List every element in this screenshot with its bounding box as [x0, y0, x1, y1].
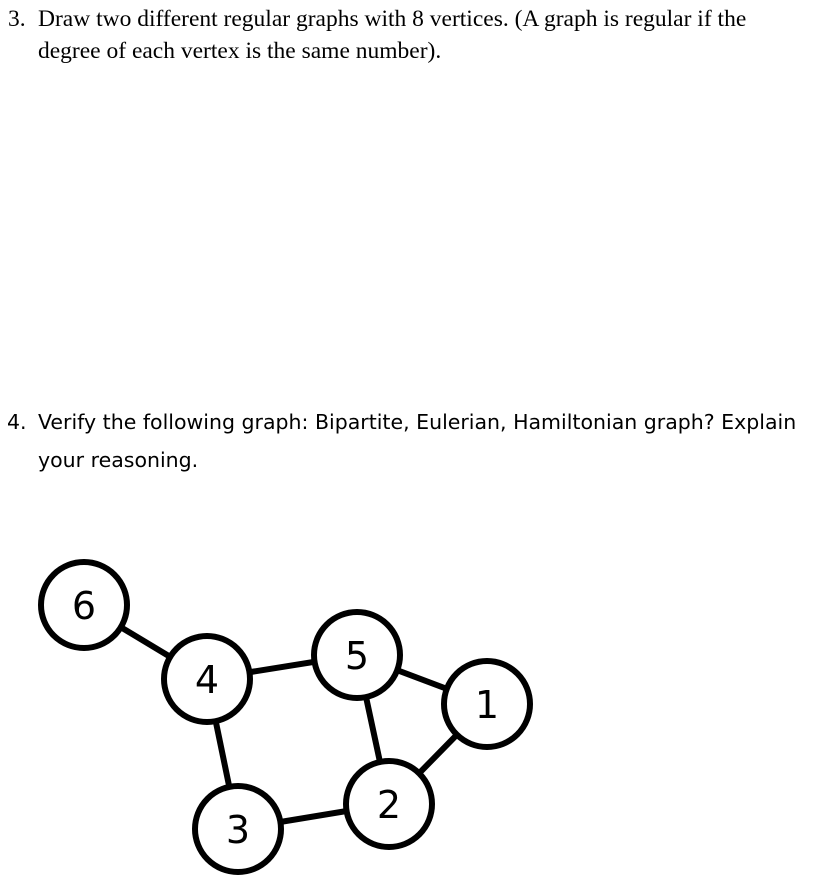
graph-vertices: [41, 562, 530, 872]
question-3-number: 3.: [8, 6, 26, 32]
question-3-text-1: Draw two different regular graphs with 8 vertices. (A graph is regular if the: [38, 6, 747, 32]
vertex-4: [164, 636, 250, 722]
vertex-label: 6: [71, 584, 97, 628]
vertex-5: [314, 612, 400, 698]
vertex-label: 4: [194, 658, 220, 702]
vertex-2: [346, 761, 432, 847]
vertex-3: [195, 786, 281, 872]
question-4-number: 4.: [7, 410, 27, 434]
vertex-label: 1: [474, 683, 500, 727]
question-3-text-2: degree of each vertex is the same number).: [38, 38, 442, 64]
vertex-label: 3: [225, 808, 251, 852]
question-4-text-1: Verify the following graph: Bipartite, Eulerian, Hamiltonian graph? Explain: [38, 410, 797, 434]
vertex-1: [444, 661, 530, 747]
vertex-label: 5: [344, 634, 370, 678]
vertex-6: [41, 562, 127, 648]
question-4-text-2: your reasoning.: [38, 448, 199, 472]
vertex-label: 2: [376, 783, 402, 827]
